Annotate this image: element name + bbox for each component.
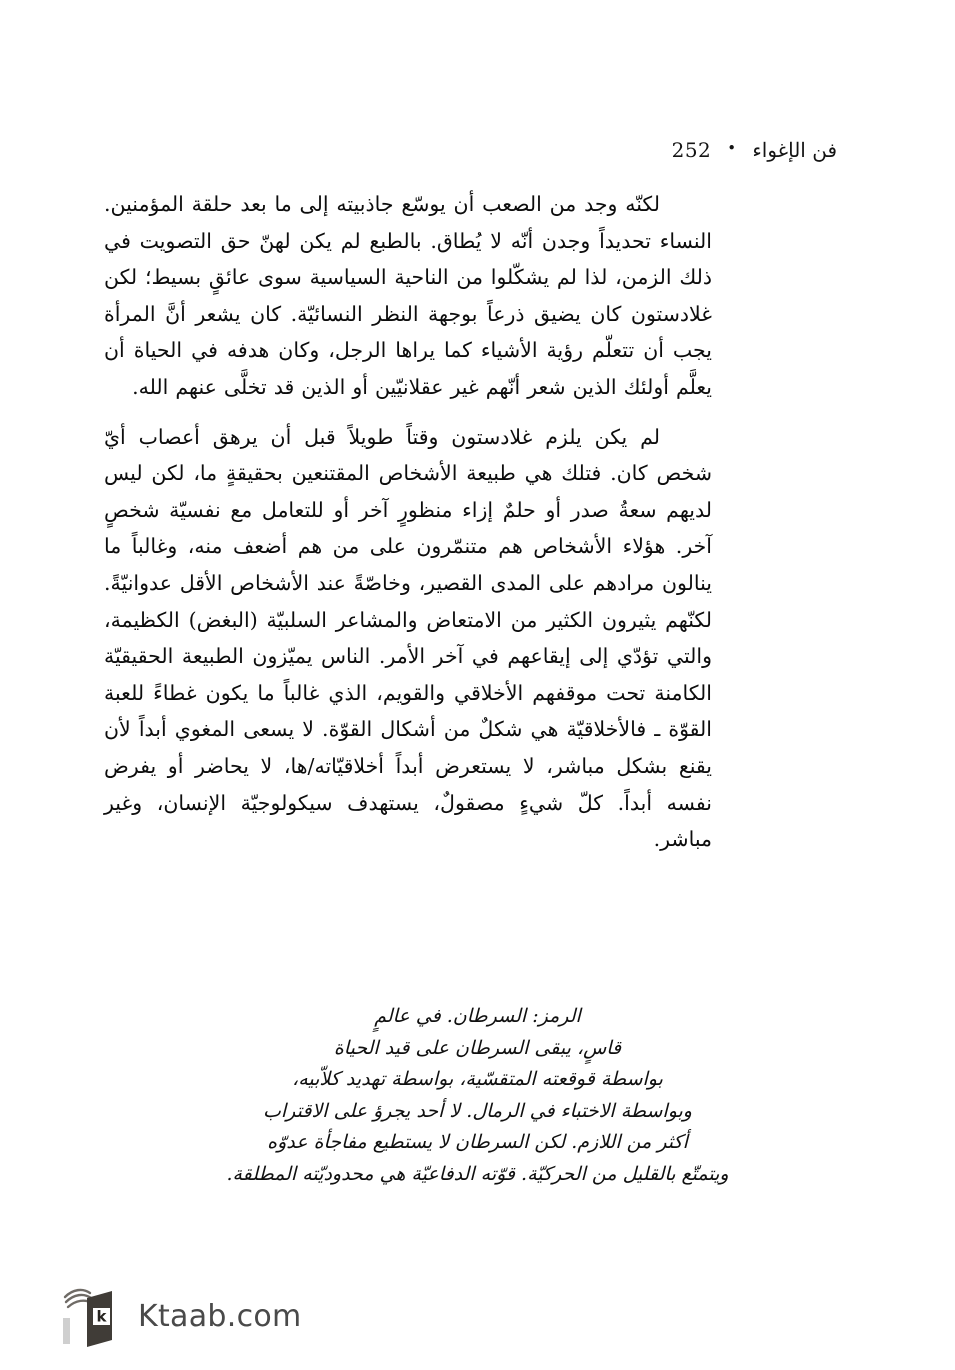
body-paragraph: لكنّه وجد من الصعب أن يوسّع جاذبيته إلى ما بعد حلقة المؤمنين. النساء تحديداً وجدن أنّه لا يُطاق. بالطبع لم يكن لهنّ حق التصويت في ذلك الزمن، لذا لم يشكّلوا من الناحية السياسية سوى عائقٍ بسيط؛ لكن غلادستون كان يضيق ذرعاً بوجهة النظر النسائيّة. كان يشعر أنَّ المرأة يجب أن تتعلّم رؤية الأشياء كما يراها الرجل، وكان هدفه في الحياة أن يعلَّم أولئك الذين شعر أنّهم غير عقلانيّين أو الذين قد تخلَّى عنهم الله. [104, 192, 712, 399]
symbol-passage-line: وبواسطة الاختباء في الرمال. لا أحد يجرؤ على الاقتراب [263, 1099, 692, 1122]
symbol-passage-line: أكثر من اللازم. لكن السرطان لا يستطيع مفاجأة عدوّه [267, 1131, 688, 1153]
body-text [104, 186, 712, 858]
symbol-passage-line: الرمز: السرطان. في عالمٍ [374, 1005, 581, 1027]
book-logo-letter: k [96, 1307, 107, 1326]
book-logo-icon [63, 1284, 125, 1350]
watermark [63, 1284, 302, 1350]
running-head [672, 138, 837, 162]
symbol-passage-line: ويتمتّع بالقليل من الحركيّة. قوّته الدفاعيّة هي محدوديّته المطلقة. [226, 1162, 729, 1185]
symbol-passage-line: بواسطة قوقعته المتقسّية، بواسطة تهديد كلاّبيه، [292, 1068, 663, 1090]
running-head-separator: • [727, 138, 737, 157]
body-paragraph: لم يكن يلزم غلادستون وقتاً طويلاً قبل أن يرهق أعصاب أيّ شخص كان. فتلك هي طبيعة الأشخاص المقتنعين بحقيقةٍ ما، لكن ليس لديهم سعةُ صدر أو حلمٌ إزاء منظورٍ آخر أو للتعامل مع نفسيّة شخصٍ آخر. هؤلاء الأشخاص هم متنمّرون على من هم أضعف منه، وغالباً ما ينالون مرادهم على المدى القصير، وخاصّةً عند الأشخاص الأقل عدوانيّةً. لكنّهم يثيرون الكثير من الامتعاض والمشاعر السلبيّة (البغض) الكظيمة، والتي تؤدّي إلى إيقاعهم في آخر الأمر. الناس يميّزون الطبيعة الحقيقيّة الكامنة تحت موقفهم الأخلاقي والقويم، الذي غالباً ما يكون غطاءً للعبة القوّة ـ فالأخلاقيّة هي شكلٌ من أشكال القوّة. لا يسعى المغوي أبداً لأن يقنع بشكل مباشر، لا يستعرض أبداً أخلاقيّاته/ها، لا يحاضر أو يفرض نفسه أبداً. كلّ شيءٍ مصقولٌ، يستهدف سيكولوجيّة الإنسان، وغير مباشر. [104, 424, 712, 852]
symbol-passage [0, 1001, 955, 1190]
symbol-passage-line: قاسٍ، يبقى السرطان على قيد الحياة [333, 1036, 622, 1059]
page-number: 252 [671, 138, 712, 162]
running-head-book-title: فن الإغواء [752, 138, 837, 162]
watermark-site-name: Ktaab.com [138, 1299, 302, 1334]
